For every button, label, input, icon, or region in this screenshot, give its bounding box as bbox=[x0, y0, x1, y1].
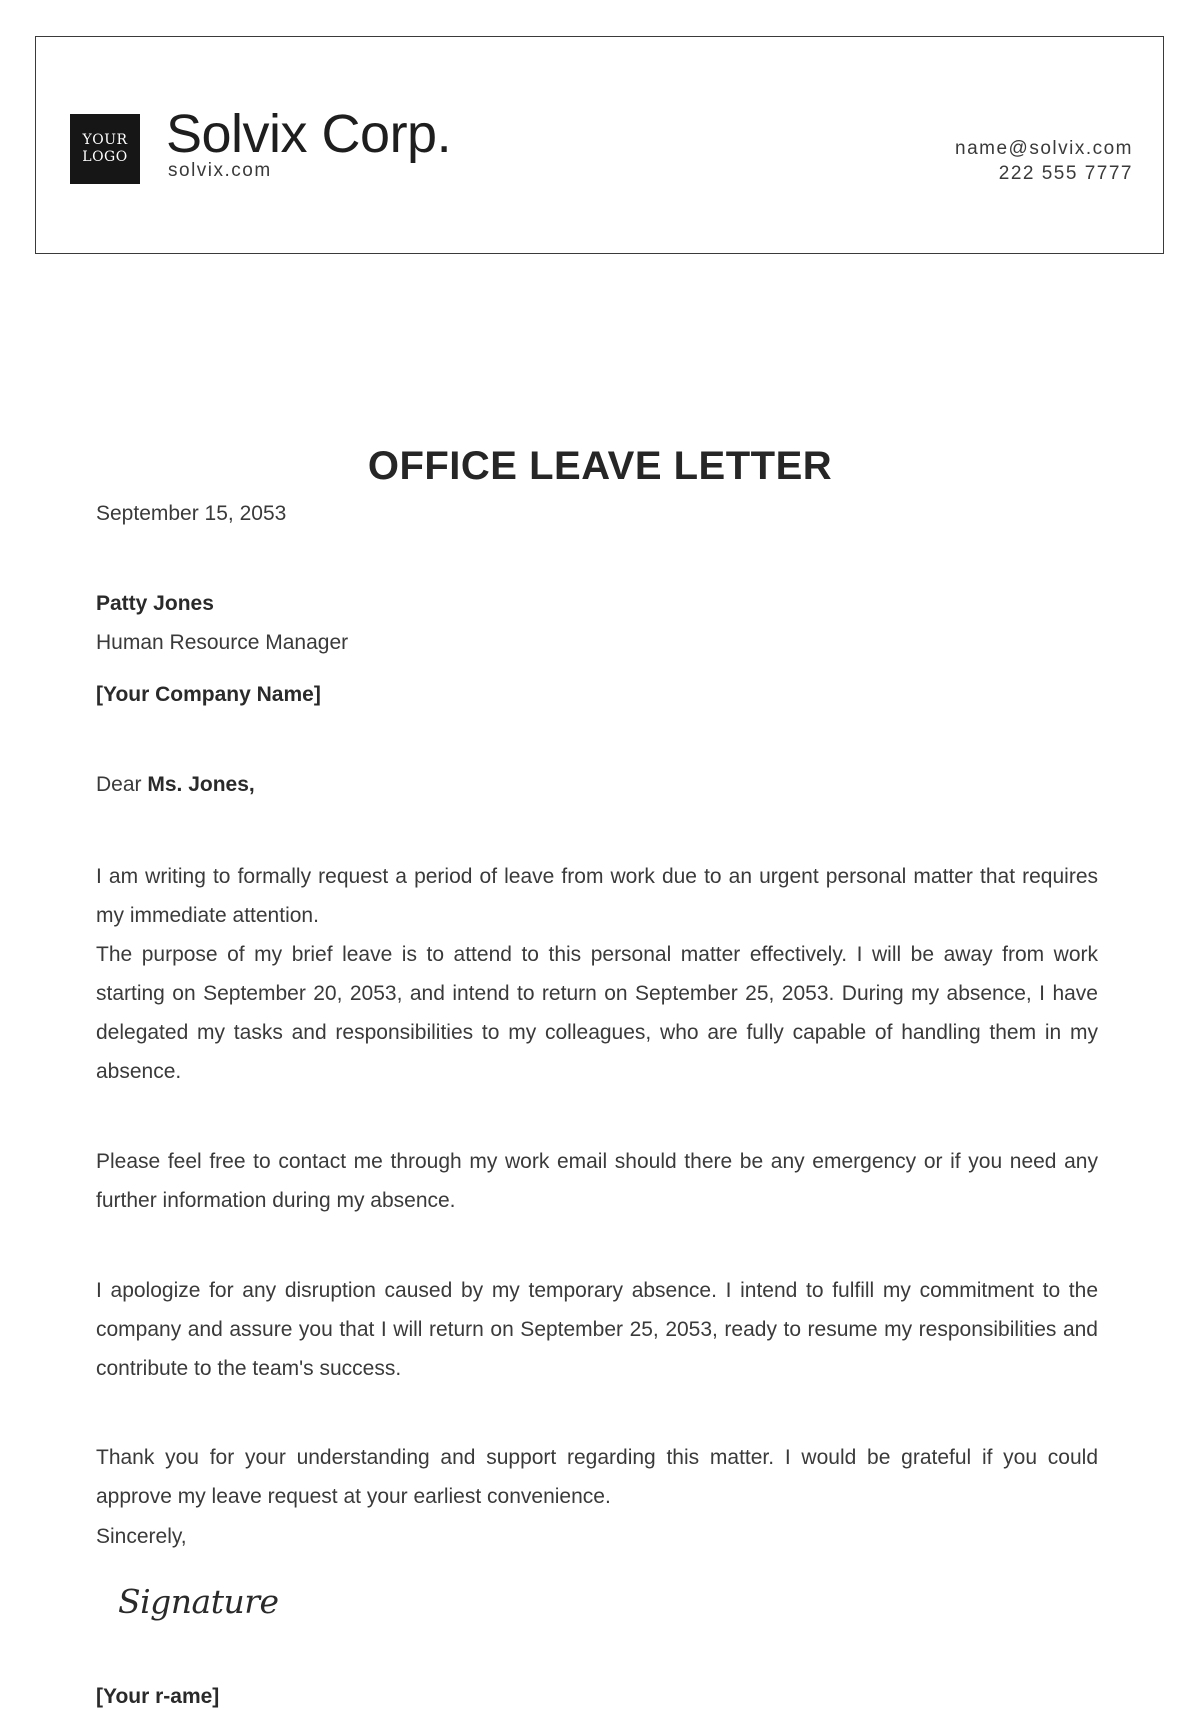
company-website: solvix.com bbox=[168, 160, 272, 181]
document-title: OFFICE LEAVE LETTER bbox=[367, 444, 833, 488]
recipient-company: [Your Company Name] bbox=[96, 683, 321, 706]
letter-date: September 15, 2053 bbox=[96, 502, 287, 525]
logo-text-line1: YOUR bbox=[82, 132, 128, 148]
company-name: Solvix Corp. bbox=[166, 104, 452, 164]
closing: Sincerely, bbox=[96, 1525, 187, 1548]
body-paragraph-1: I am writing to formally request a period of leave from work due to an urgent personal matter that requires my immediate attention. bbox=[96, 865, 1098, 927]
signature: Signature bbox=[118, 1582, 279, 1621]
letterhead bbox=[35, 36, 1164, 254]
recipient-title: Human Resource Manager bbox=[96, 631, 349, 654]
contact-info bbox=[955, 136, 1133, 186]
salutation bbox=[96, 773, 255, 797]
sender-name: [Your r-ame] bbox=[96, 1685, 220, 1708]
salutation-name: Ms. Jones, bbox=[147, 773, 255, 796]
body-paragraph-5: Thank you for your understanding and support regarding this matter. I would be grateful if you could approve my leave request at your earliest convenience. bbox=[96, 1446, 1098, 1508]
body-paragraph-2: The purpose of my brief leave is to attend to this personal matter effectively. I will be away from work starting on September 20, 2053, and intend to return on September 25, 2053. During my absence, I have delegated my tasks and responsibilities to my colleagues, who are fully capable of handling them in my absence. bbox=[96, 943, 1098, 1083]
salutation-prefix: Dear bbox=[96, 773, 142, 796]
body-paragraph-4: I apologize for any disruption caused by my temporary absence. I intend to fulfill my commitment to the company and assure you that I will return on September 25, 2053, ready to resume my responsibilities and contribute to the team's success. bbox=[96, 1279, 1098, 1380]
contact-phone: 222 555 7777 bbox=[998, 163, 1133, 184]
contact-email: name@solvix.com bbox=[955, 138, 1133, 159]
company-logo bbox=[70, 114, 140, 184]
logo-text-line2: LOGO bbox=[82, 149, 128, 165]
recipient-name: Patty Jones bbox=[96, 592, 214, 615]
body-paragraph-3: Please feel free to contact me through my work email should there be any emergency or if you need any further information during my absence. bbox=[96, 1150, 1098, 1212]
